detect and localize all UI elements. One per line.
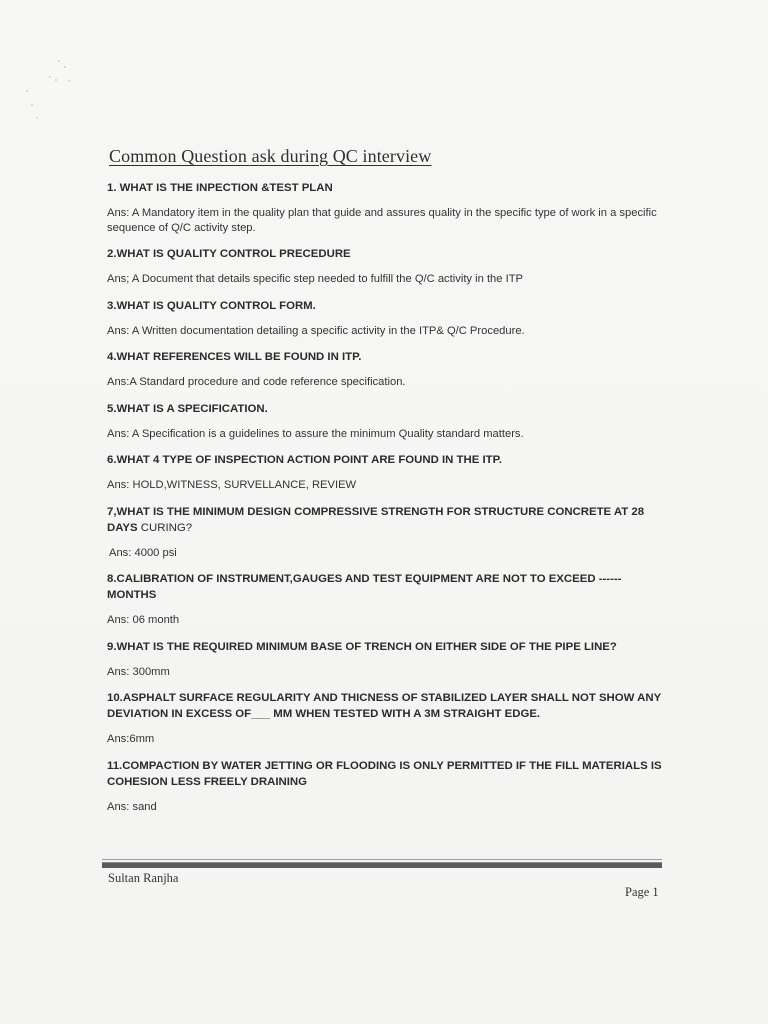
- answer-7: Ans: 4000 psi: [109, 546, 177, 559]
- page-number: Page 1: [625, 885, 659, 899]
- answer-10: Ans:6mm: [107, 733, 155, 745]
- answer-9: Ans: 300mm: [107, 665, 170, 678]
- document-title: Common Question ask during QC interview: [109, 146, 432, 166]
- answer-3: Ans: A Written documentation detailing a specific activity in the ITP& Q/C Procedure.: [107, 324, 525, 337]
- question-8: 8.CALIBRATION OF INSTRUMENT,GAUGES AND TEST EQUIPMENT ARE NOT TO EXCEED ------ MONTHS: [107, 573, 622, 601]
- question-6: 6.WHAT 4 TYPE OF INSPECTION ACTION POINT ARE FOUND IN THE ITP.: [107, 454, 502, 466]
- footer-author: Sultan Ranjha: [108, 871, 179, 885]
- answer-11: Ans: sand: [107, 800, 157, 813]
- footer-divider: [102, 862, 662, 868]
- answer-1: Ans: A Mandatory item in the quality plan that guide and assures quality in the specific type of work in a specific sequence of Q/C activity step.: [107, 207, 657, 234]
- question-1: 1. WHAT IS THE INPECTION &TEST PLAN: [107, 182, 333, 194]
- answer-4: Ans:A Standard procedure and code reference specification.: [107, 376, 406, 388]
- question-2: 2.WHAT IS QUALITY CONTROL PRECEDURE: [107, 248, 351, 260]
- question-7-text: 7,WHAT IS THE MINIMUM DESIGN COMPRESSIVE STRENGTH FOR STRUCTURE CONCRETE AT 28 DAYS: [107, 505, 645, 534]
- question-11: 11.COMPACTION BY WATER JETTING OR FLOODING IS ONLY PERMITTED IF THE FILL MATERIALS IS COHESION LESS FREELY DRAINING: [107, 759, 662, 788]
- answer-5: Ans: A Specification is a guidelines to assure the minimum Quality standard matters.: [107, 427, 524, 440]
- question-7-trailing: CURING?: [137, 521, 193, 534]
- question-9: 9.WHAT IS THE REQUIRED MINIMUM BASE OF TRENCH ON EITHER SIDE OF THE PIPE LINE?: [107, 640, 617, 653]
- question-5: 5.WHAT IS A SPECIFICATION.: [107, 402, 268, 415]
- qa-list: [107, 180, 667, 825]
- question-3: 3.WHAT IS QUALITY CONTROL FORM.: [107, 299, 316, 312]
- question-7: [107, 504, 667, 536]
- answer-8: Ans: 06 month: [107, 614, 180, 626]
- answer-2: Ans; A Document that details specific step needed to fulfill the Q/C activity in the ITP: [107, 273, 524, 285]
- question-4: 4.WHAT REFERENCES WILL BE FOUND IN ITP.: [107, 351, 362, 363]
- question-10: 10.ASPHALT SURFACE REGULARITY AND THICNESS OF STABILIZED LAYER SHALL NOT SHOW ANY DEVIATION IN EXCESS OF___ MM WHEN TESTED WITH A 3M STRAIGHT EDGE.: [107, 692, 661, 720]
- answer-6: Ans: HOLD,WITNESS, SURVELLANCE, REVIEW: [107, 479, 357, 491]
